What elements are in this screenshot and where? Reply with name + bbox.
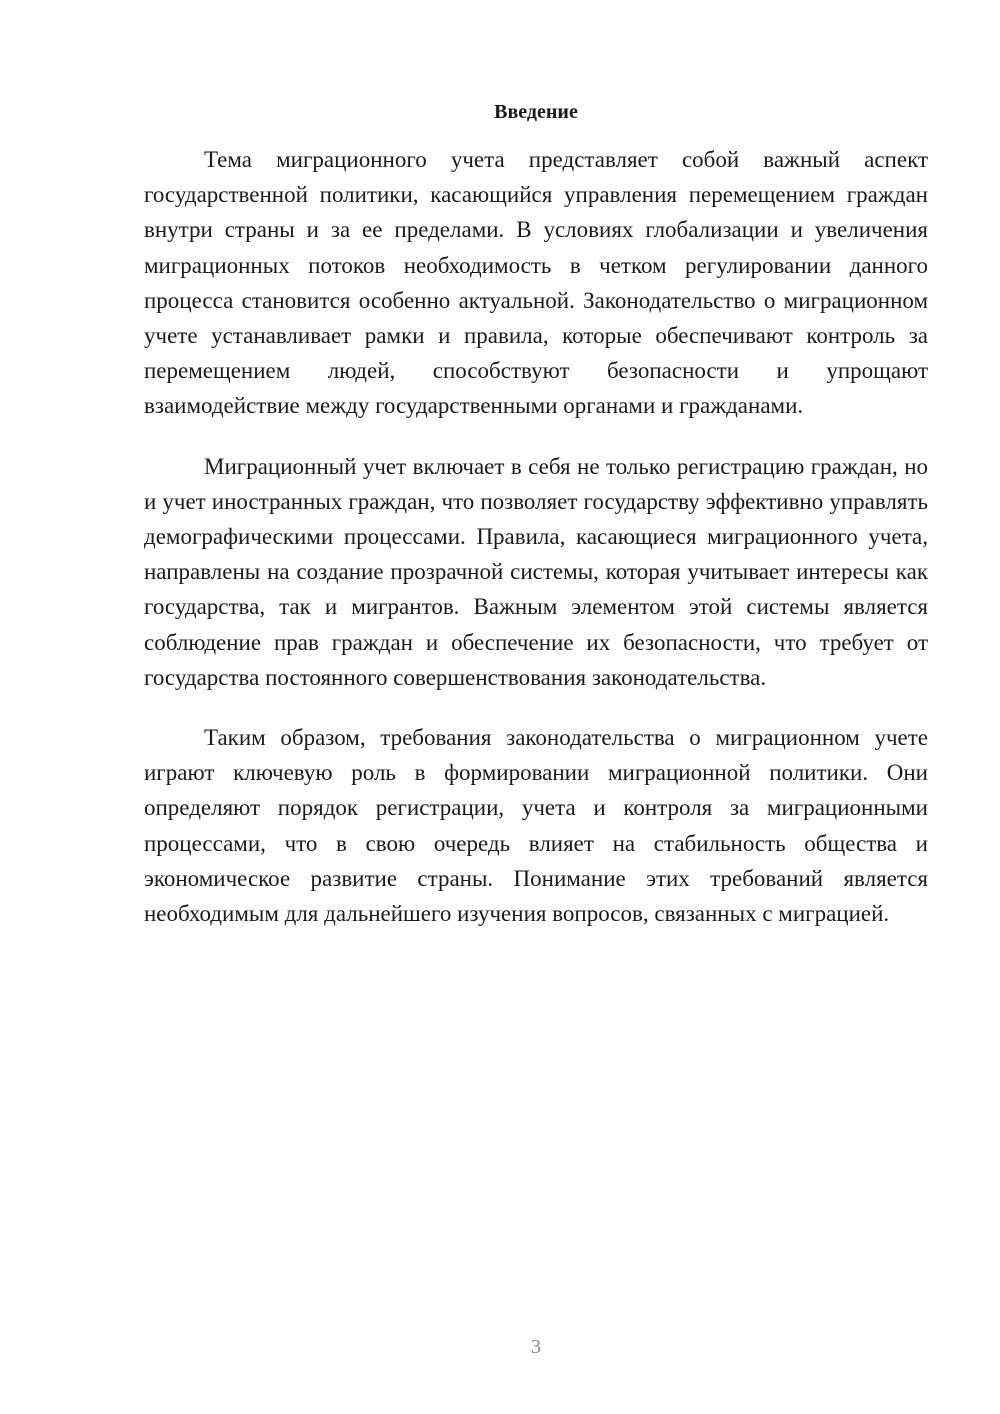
page-title: Введение	[494, 101, 578, 123]
paragraph-1: Тема миграционного учета представляет собой важный аспект государственной политики, касающийся управления перемещением граждан внутри страны и за ее пределами. В условиях глобализации и увеличения миграционных потоков необходимость в четком регулировании данного процесса становится особенно актуальной. Законодательство о миграционном учете устанавливает рамки и правила, которые обеспечивают контроль за перемещением людей, способствуют безопасности и упрощают взаимодействие между государственными органами и гражданами.	[144, 147, 928, 419]
document-body	[144, 142, 928, 956]
paragraph-3: Таким образом, требования законодательства о миграционном учете играют ключевую роль в формировании миграционной политики. Они определяют порядок регистрации, учета и контроля за миграционными процессами, что в свою очередь влияет на стабильность общества и экономическое развитие страны. Понимание этих требований является необходимым для дальнейшего изучения вопросов, связанных с миграцией.	[144, 725, 928, 927]
paragraph-2: Миграционный учет включает в себя не только регистрацию граждан, но и учет иностранных граждан, что позволяет государству эффективно управлять демографическими процессами. Правила, касающиеся миграционного учета, направлены на создание прозрачной системы, которая учитывает интересы как государства, так и мигрантов. Важным элементом этой системы является соблюдение прав граждан и обеспечение их безопасности, что требует от государства постоянного совершенствования законодательства.	[144, 453, 928, 690]
page-number: 3	[531, 1336, 541, 1358]
